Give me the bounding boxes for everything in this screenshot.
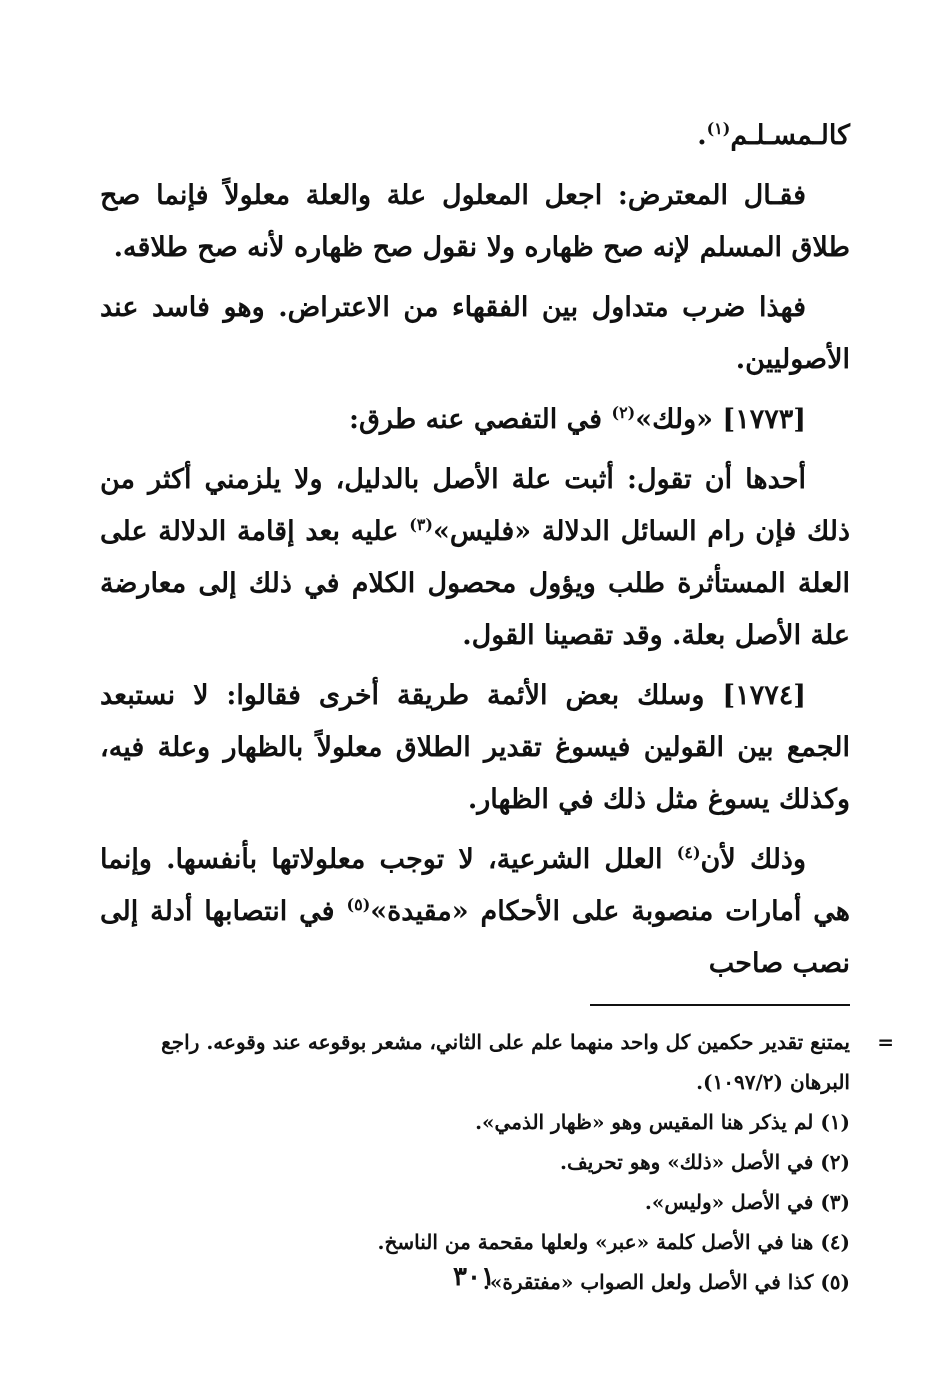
footnote-1: (١) لم يذكر هنا المقيس وهو «ظهار الذمي».: [475, 1110, 850, 1134]
paragraph-1: كالـمسـلـم$^{(١)}$.: [697, 119, 850, 151]
paragraph-7: وذلك لأن$^{(٤)}$ العلل الشرعية، لا توجب معلولاتها بأنفسها. وإنما هي أمارات منصوبة على الأحكام «مقيدة»$^{(٥)}$ في انتصابها أدلة إلى نصب صاحب: [100, 843, 851, 979]
paragraph-5: أحدها أن تقول: أثبت علة الأصل بالدليل، ولا يلزمني أكثر من ذلك فإن رام السائل الدلالة «فليس»$^{(٣)}$ عليه بعد إقامة الدلالة على العلة المستأثرة طلب ويؤول محصول الكلام في ذلك إلى معارضة علة الأصل بعلة. وقد تقصينا القول.: [100, 464, 850, 651]
main-text: [100, 110, 850, 990]
footnote-4: (٤) هنا في الأصل كلمة «عبر» ولعلها مقحمة من الناسخ.: [377, 1230, 850, 1254]
footnote-ref-3: (٣): [409, 515, 433, 534]
footnote-ref-2: (٢): [611, 403, 636, 422]
footnote-5: (٥) كذا في الأصل ولعل الصواب «مفتقرة».: [482, 1270, 850, 1294]
footnote-ref-5: (٥): [346, 895, 371, 914]
paragraph-4: [١٧٧٣] «ولك»$^{(٢)}$ في التفصي عنه طرق:: [348, 403, 806, 435]
paragraph-3: فهذا ضرب متداول بين الفقهاء من الاعتراض. وهو فاسد عند الأصوليين.: [100, 292, 850, 375]
section-number-1774: [١٧٧٤]: [722, 680, 806, 711]
page-number: ٣٠١: [453, 1262, 495, 1292]
footnote-ref-1: (١): [706, 119, 731, 138]
footnotes: [100, 1022, 894, 1302]
footnote-ref-4: (٤): [676, 843, 701, 862]
continuation-mark: =: [877, 1030, 894, 1054]
footnote-3: (٣) في الأصل «وليس».: [644, 1190, 850, 1214]
document-page: [100, 110, 894, 1302]
footnote-2: (٢) في الأصل «ذلك» وهو تحريف.: [560, 1150, 850, 1174]
footnote-continuation: = يمتنع تقدير حكمين كل واحد منهما علم على الثاني، مشعر بوقوعه عند وقوعه. راجع البرهان (١٠٩٧/٢).: [100, 1022, 850, 1102]
footnote-separator: [590, 1004, 850, 1006]
section-number-1773: [١٧٧٣]: [722, 404, 806, 435]
paragraph-2: فقـال المعترض: اجعل المعلول علة والعلة معلولاً فإنما صح طلاق المسلم لإنه صح ظهاره ولا نقول صح ظهاره لأنه صح طلاقه.: [100, 180, 850, 263]
paragraph-6: [١٧٧٤] وسلك بعض الأئمة طريقة أخرى فقالوا: لا نستبعد الجمع بين القولين فيسوغ تقدير الطلاق معلولاً بالظهار وعلة فيه، وكذلك يسوغ مثل ذلك في الظهار.: [100, 680, 850, 815]
